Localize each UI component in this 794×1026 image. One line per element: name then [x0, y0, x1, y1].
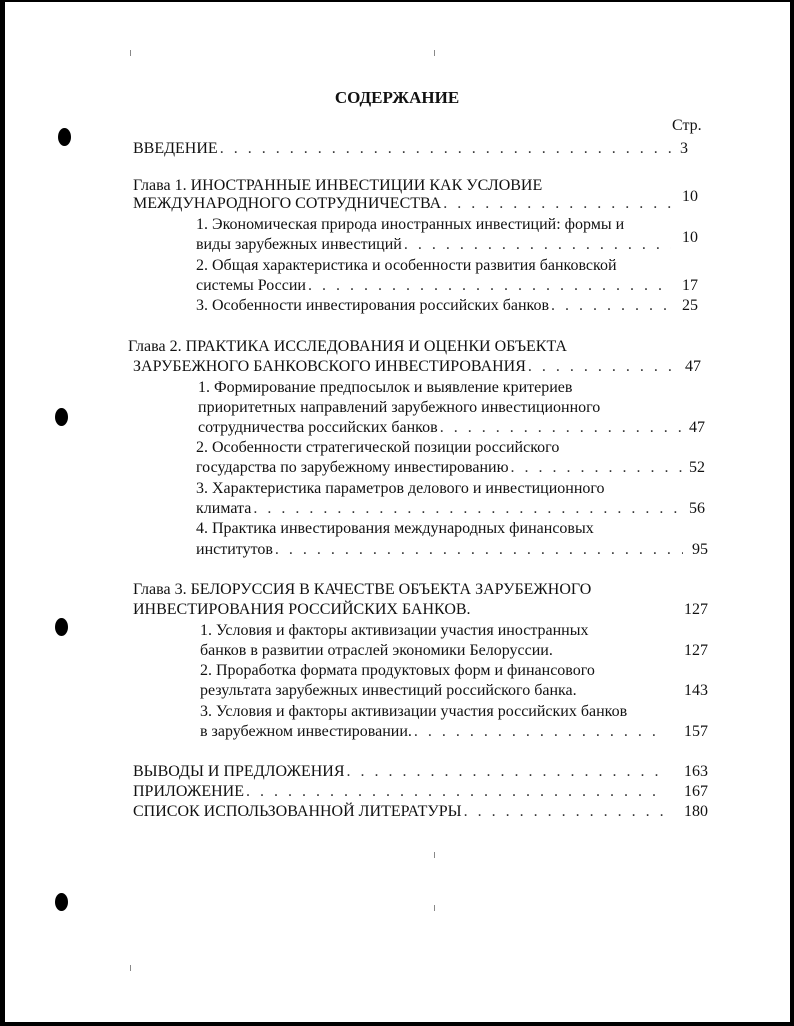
toc-page-number: 180: [684, 803, 708, 820]
toc-page-number: 25: [682, 297, 698, 314]
toc-section-3-2[interactable]: результата зарубежных инвестиций российского банка.: [200, 682, 577, 699]
toc-section-2-1-line1[interactable]: 1. Формирование предпосылок и выявление критериев: [198, 379, 573, 396]
toc-section-3-2-line1[interactable]: 2. Проработка формата продуктовых форм и финансового: [200, 662, 595, 679]
toc-section-3-3-line1[interactable]: 3. Условия и факторы активизации участия российских банков: [200, 703, 628, 720]
toc-page-number: 17: [682, 277, 698, 294]
toc-page-number: 10: [682, 229, 698, 246]
toc-page-number: 127: [684, 642, 708, 659]
toc-section-2-1[interactable]: сотрудничества российских банков . . .: [198, 418, 683, 437]
toc-page-number: 56: [689, 500, 705, 517]
toc-chapter-2[interactable]: ЗАРУБЕЖНОГО БАНКОВСКОГО ИНВЕСТИРОВАНИЯ . . .: [133, 357, 678, 376]
toc-page-number: 163: [684, 763, 708, 780]
toc-chapter-2-line1[interactable]: Глава 2. ПРАКТИКА ИССЛЕДОВАНИЯ И ОЦЕНКИ ОБЪЕКТА: [128, 338, 567, 355]
toc-page-number: 52: [689, 459, 705, 476]
toc-page-number: 167: [684, 783, 708, 800]
page-column-header: Стр.: [672, 117, 702, 134]
toc-entry-references[interactable]: СПИСОК ИСПОЛЬЗОВАННОЙ ЛИТЕРАТУРЫ . . .: [133, 802, 665, 821]
toc-section-2-2-line1[interactable]: 2. Особенности стратегической позиции российского: [196, 439, 560, 456]
toc-section-3-3[interactable]: в зарубежном инвестировании. . . .: [200, 722, 665, 741]
toc-section-3-1[interactable]: банков в развитии отраслей экономики Белоруссии.: [200, 642, 553, 659]
toc-chapter-3-line1[interactable]: Глава 3. БЕЛОРУССИЯ В КАЧЕСТВЕ ОБЪЕКТА ЗАРУБЕЖНОГО: [133, 581, 592, 598]
toc-page-number: 47: [685, 358, 701, 375]
toc-entry-introduction[interactable]: ВВЕДЕНИЕ . . .: [133, 139, 671, 158]
toc-page-number: 157: [684, 723, 708, 740]
toc-page-number: 95: [692, 541, 708, 558]
toc-chapter-3[interactable]: ИНВЕСТИРОВАНИЯ РОССИЙСКИХ БАНКОВ.: [133, 601, 471, 618]
page-title: СОДЕРЖАНИЕ: [334, 88, 460, 107]
toc-section-2-3[interactable]: климата . . .: [196, 499, 683, 518]
toc-section-1-1[interactable]: виды зарубежных инвестиций . . .: [196, 235, 671, 254]
toc-chapter-1[interactable]: МЕЖДУНАРОДНОГО СОТРУДНИЧЕСТВА . . .: [133, 194, 671, 213]
toc-page-number: 143: [684, 682, 708, 699]
toc-section-2-2[interactable]: государства по зарубежному инвестированию . . .: [196, 458, 683, 477]
toc-section-3-1-line1[interactable]: 1. Условия и факторы активизации участия иностранных: [200, 622, 589, 639]
toc-section-2-4[interactable]: институтов . . .: [196, 540, 683, 559]
toc-section-1-2-line1[interactable]: 2. Общая характеристика и особенности развития банковской: [196, 257, 617, 274]
toc-page-number: 127: [684, 601, 708, 618]
toc-section-1-2[interactable]: системы России . . .: [196, 276, 671, 295]
toc-page-number: 47: [689, 419, 705, 436]
toc-page-number: 10: [682, 188, 698, 205]
toc-section-2-3-line1[interactable]: 3. Характеристика параметров делового и инвестиционного: [196, 480, 605, 497]
toc-section-1-1-line1[interactable]: 1. Экономическая природа иностранных инвестиций: формы и: [196, 216, 625, 233]
toc-chapter-1-line1[interactable]: Глава 1. ИНОСТРАННЫЕ ИНВЕСТИЦИИ КАК УСЛОВИЕ: [133, 177, 543, 194]
toc-entry-conclusions[interactable]: ВЫВОДЫ И ПРЕДЛОЖЕНИЯ . . .: [133, 762, 665, 781]
toc-section-2-1-line2[interactable]: приоритетных направлений зарубежного инвестиционного: [198, 399, 601, 416]
toc-entry-appendix[interactable]: ПРИЛОЖЕНИЕ . . .: [133, 782, 665, 801]
toc-page-number: 3: [680, 140, 688, 157]
toc-section-2-4-line1[interactable]: 4. Практика инвестирования международных финансовых: [196, 520, 594, 537]
toc-section-1-3[interactable]: 3. Особенности инвестирования российских банков . . .: [196, 296, 671, 315]
